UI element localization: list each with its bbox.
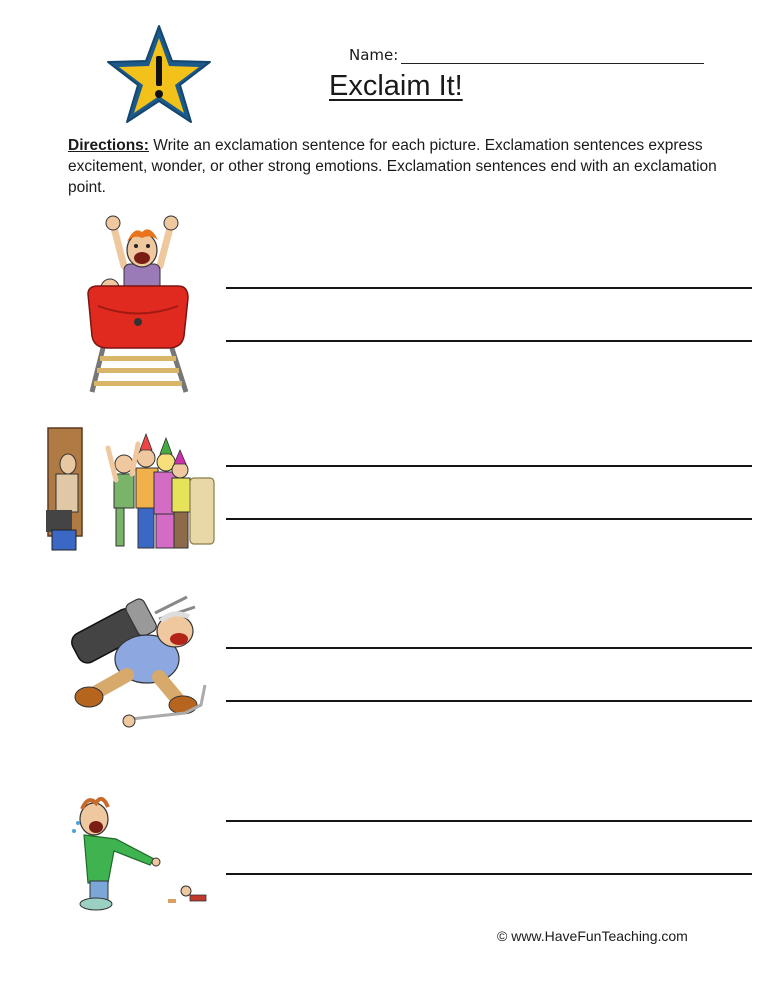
answer-line[interactable] bbox=[226, 700, 752, 702]
name-label: Name: bbox=[349, 46, 399, 64]
exclamation-star-icon bbox=[104, 22, 214, 126]
page-title: Exclaim It! bbox=[329, 70, 463, 102]
laughing-man-pointing-picture bbox=[64, 787, 214, 913]
angry-golfer-picture bbox=[55, 589, 225, 735]
roller-coaster-riders-picture bbox=[78, 206, 198, 396]
answer-line[interactable] bbox=[226, 647, 752, 649]
answer-line[interactable] bbox=[226, 873, 752, 875]
surprise-party-picture bbox=[42, 424, 218, 560]
answer-line[interactable] bbox=[226, 518, 752, 520]
answer-line[interactable] bbox=[226, 465, 752, 467]
name-field[interactable] bbox=[349, 44, 709, 68]
directions bbox=[68, 135, 728, 198]
name-blank-line[interactable] bbox=[401, 63, 704, 64]
copyright-footer: © www.HaveFunTeaching.com bbox=[497, 928, 688, 944]
directions-text: Write an exclamation sentence for each picture. Exclamation sentences express excitement, wonder, or other strong emotions. Exclamation sentences end with an exclamation point. bbox=[68, 137, 717, 196]
answer-line[interactable] bbox=[226, 287, 752, 289]
answer-line[interactable] bbox=[226, 340, 752, 342]
answer-line[interactable] bbox=[226, 820, 752, 822]
directions-label: Directions: bbox=[68, 137, 149, 154]
